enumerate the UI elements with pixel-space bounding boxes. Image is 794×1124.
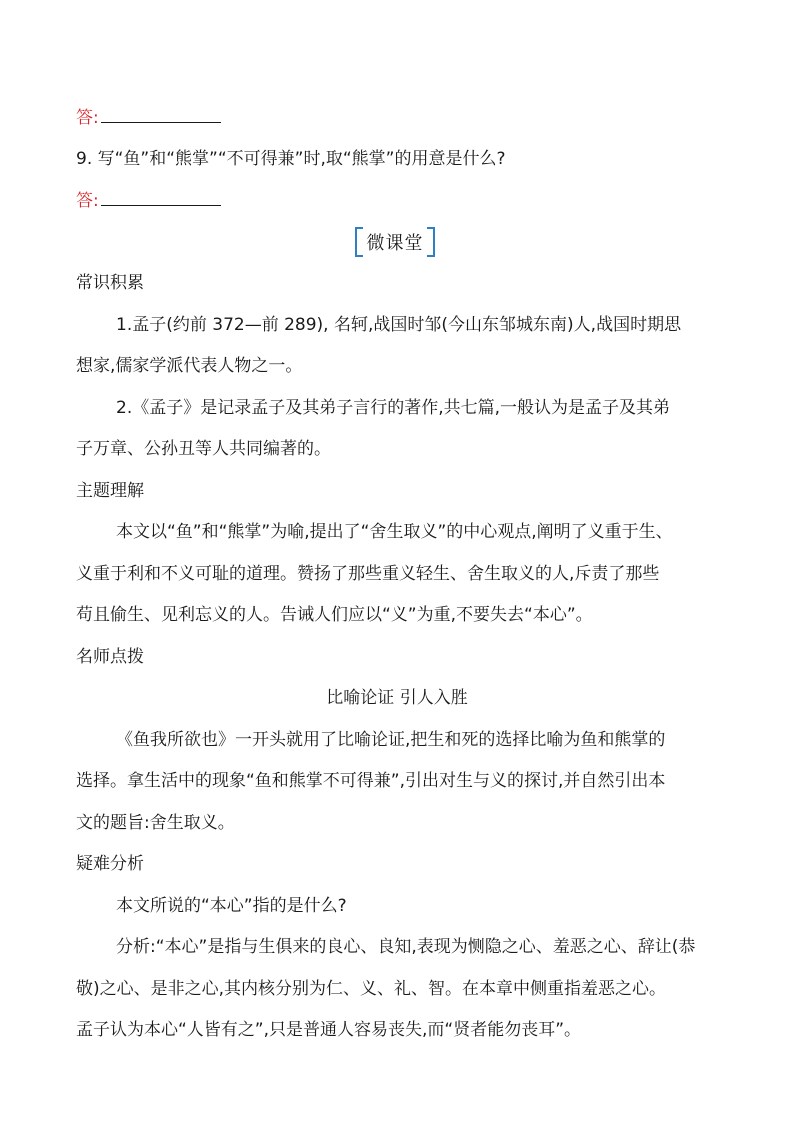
q8-answer-line [76,106,221,130]
micro-class-badge [355,227,435,257]
answer-label: 答: [76,191,99,211]
paragraph-line: 子万章、公孙丑等人共同编著的。 [76,439,331,459]
paragraph-line: 1.孟子(约前 372—前 289), 名轲,战国时邹(今山东邹城东南)人,战国时期思 [116,315,682,335]
q9-answer-line [76,189,221,213]
section-subtitle: 比喻论证 引人入胜 [326,688,468,708]
paragraph-line: 分析:“本心”是指与生俱来的良心、良知,表现为恻隐之心、羞恶之心、辞让(恭 [116,937,696,957]
section-title-difficulty: 疑难分析 [76,854,144,874]
section-title-knowledge: 常识积累 [76,273,144,293]
q9-question: 9. 写“鱼”和“熊掌”“不可得兼”时,取“熊掌”的用意是什么? [76,149,506,169]
paragraph-line: 孟子认为本心“人皆有之”,只是普通人容易丧失,而“贤者能勿丧耳”。 [76,1020,582,1040]
section-title-theme: 主题理解 [76,481,144,501]
answer-label: 答: [76,108,99,128]
answer-blank[interactable] [101,189,221,206]
badge-label: 微课堂 [366,233,424,254]
paragraph-line: 想家,儒家学派代表人物之一。 [76,356,303,376]
paragraph-line: 敬)之心、是非之心,其内核分别为仁、义、礼、智。在本章中侧重指羞恶之心。 [76,979,667,999]
paragraph-line: 苟且偷生、见利忘义的人。告诫人们应以“义”为重,不要失去“本心”。 [76,605,593,625]
section-title-teacher-tips: 名师点拨 [76,647,144,667]
paragraph-line: 2.《孟子》是记录孟子及其弟子言行的著作,共七篇,一般认为是孟子及其弟 [116,398,671,418]
answer-blank[interactable] [101,106,221,123]
paragraph-line: 本文所说的“本心”指的是什么? [116,896,347,916]
paragraph-line: 本文以“鱼”和“熊掌”为喻,提出了“舍生取义”的中心观点,阐明了义重于生、 [116,522,673,542]
paragraph-line: 选择。拿生活中的现象“鱼和熊掌不可得兼”,引出对生与义的探讨,并自然引出本 [76,771,666,791]
paragraph-line: 《鱼我所欲也》一开头就用了比喻论证,把生和死的选择比喻为鱼和熊掌的 [116,730,666,750]
paragraph-line: 文的题旨:舍生取义。 [76,813,235,833]
paragraph-line: 义重于利和不义可耻的道理。赞扬了那些重义轻生、舍生取义的人,斥责了那些 [76,564,660,584]
